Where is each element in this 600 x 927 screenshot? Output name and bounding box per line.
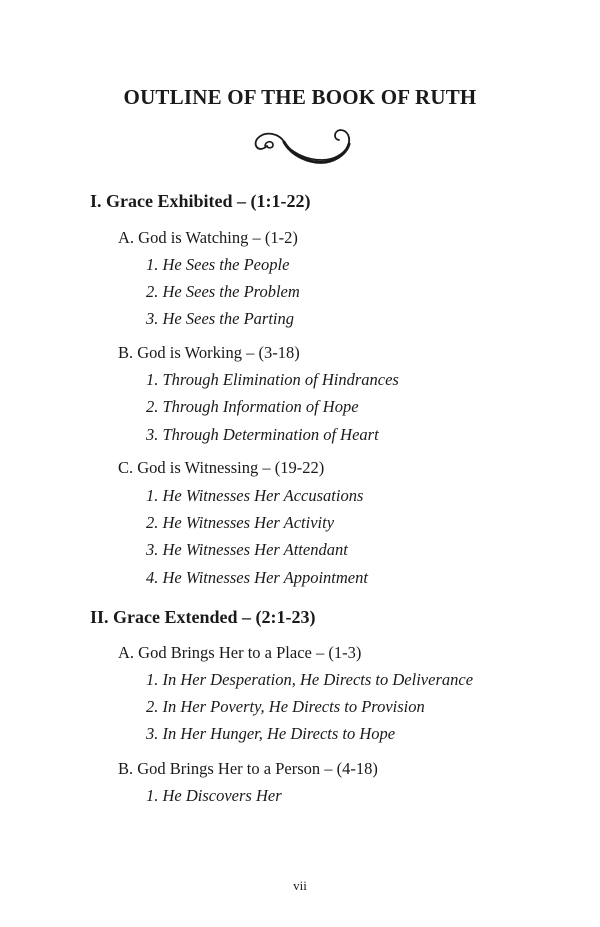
outline-point: 2. He Sees the Problem: [146, 282, 300, 301]
subsection-heading: A. God Brings Her to a Place – (1-3): [118, 643, 362, 662]
outline-point: 3. In Her Hunger, He Directs to Hope: [146, 724, 396, 743]
outline-point: 1. He Sees the People: [146, 255, 290, 274]
section-heading: II. Grace Extended – (2:1-23): [90, 607, 316, 627]
subsection-heading: B. God is Working – (3-18): [118, 343, 300, 362]
page-title: OUTLINE OF THE BOOK OF RUTH: [123, 85, 477, 109]
outline-point: 3. He Sees the Parting: [146, 309, 295, 328]
outline-point: 2. Through Information of Hope: [146, 397, 359, 416]
subsection-heading: B. God Brings Her to a Person – (4-18): [118, 759, 378, 778]
outline-point: 2. In Her Poverty, He Directs to Provision: [146, 697, 425, 716]
section-heading: I. Grace Exhibited – (1:1-22): [90, 191, 311, 211]
flourish-ornament-icon: [248, 124, 353, 168]
outline-point: 4. He Witnesses Her Appointment: [146, 568, 368, 587]
outline-point: 3. He Witnesses Her Attendant: [146, 540, 348, 559]
outline-point: 1. He Discovers Her: [146, 786, 282, 805]
outline-point: 1. He Witnesses Her Accusations: [146, 486, 364, 505]
subsection-heading: C. God is Witnessing – (19-22): [118, 458, 325, 477]
outline-point: 2. He Witnesses Her Activity: [146, 513, 335, 532]
outline-point: 1. In Her Desperation, He Directs to Deliverance: [146, 670, 474, 689]
page-number: vii: [293, 878, 307, 893]
outline-point: 3. Through Determination of Heart: [146, 425, 379, 444]
subsection-heading: A. God is Watching – (1-2): [118, 228, 298, 247]
outline-point: 1. Through Elimination of Hindrances: [146, 370, 399, 389]
